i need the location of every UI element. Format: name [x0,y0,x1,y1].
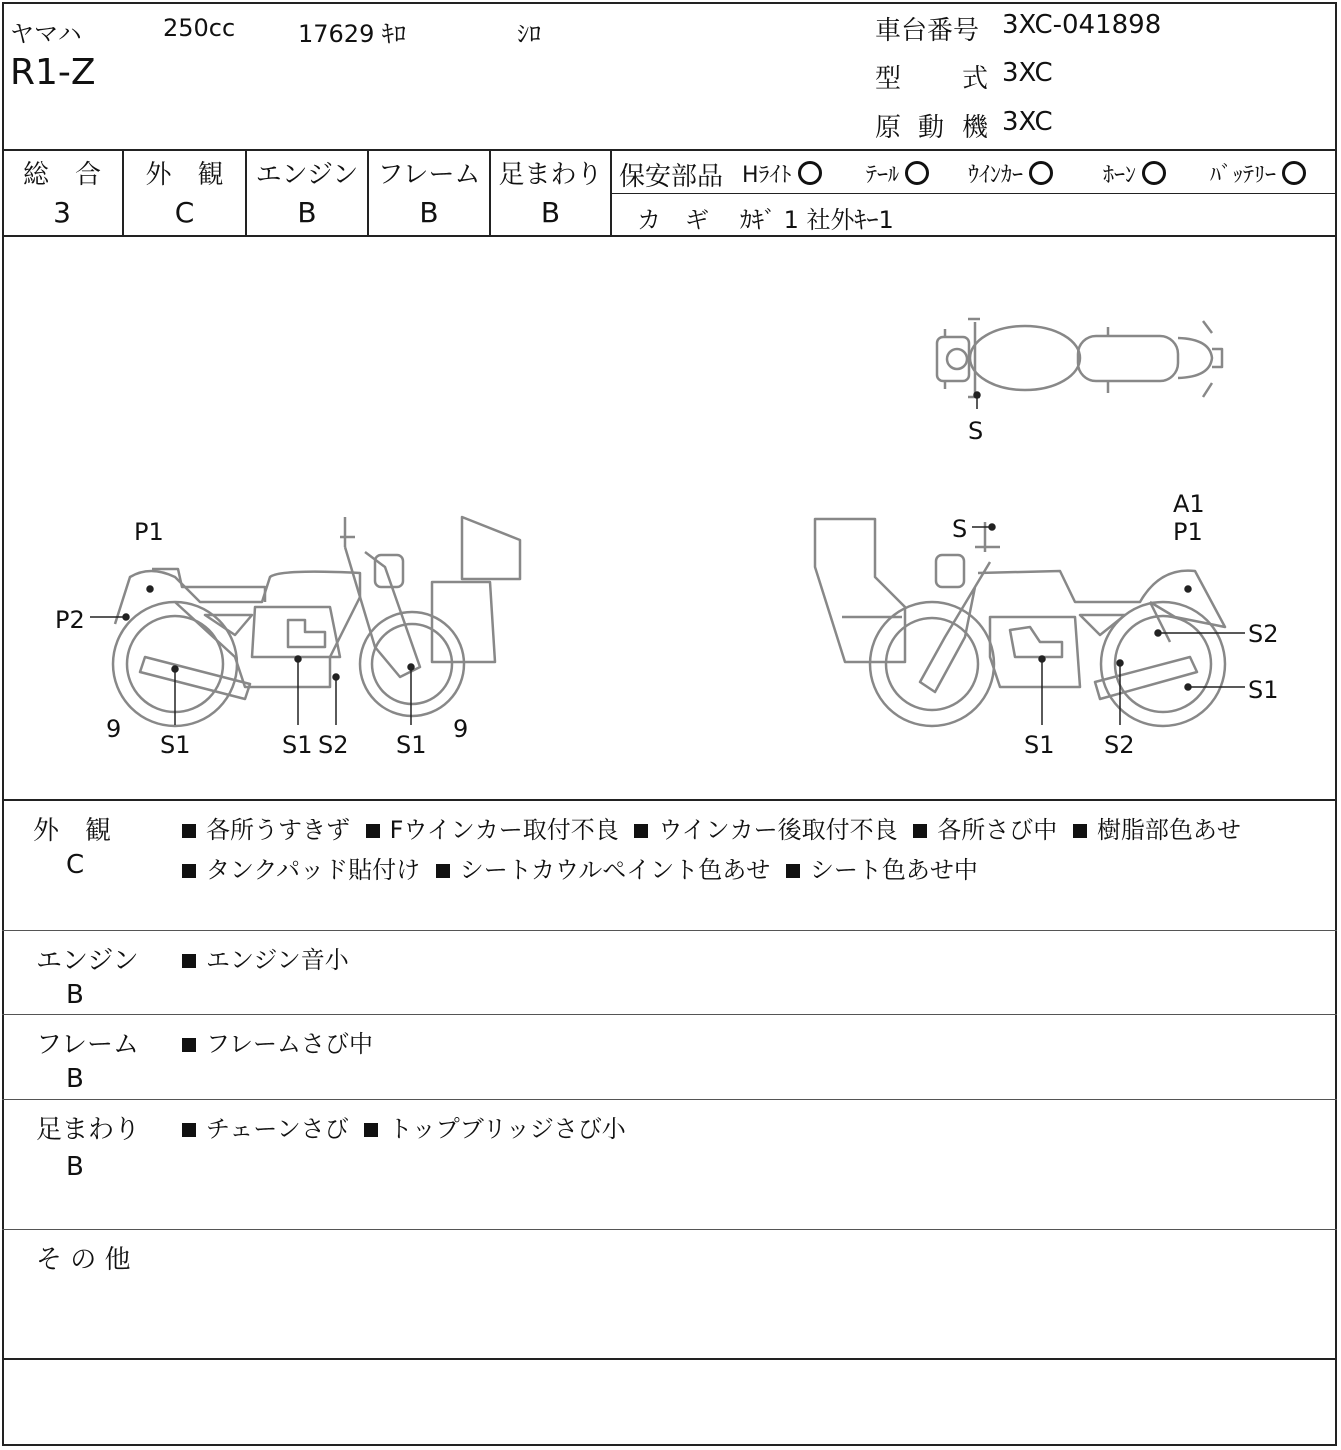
safety-taillight [866,158,929,189]
type-label-1: 型 [875,64,902,94]
detail-engine-title: エンジン [36,946,139,976]
bullet-square-icon [182,864,196,878]
right-side-bike-icon [815,519,1225,726]
grade-suspension-value: B [540,196,561,229]
safety-battery-label: ﾊﾞｯﾃﾘｰ [1210,163,1277,188]
detail-engine-line-1 [178,940,353,975]
safety-parts-label: 保安部品 [619,162,724,192]
details-top-border [2,799,1337,801]
detail-exterior-line-1 [178,810,1245,845]
ok-circle-icon [1282,161,1306,185]
safety-winker [968,158,1053,189]
grade-overall-value: 3 [53,196,71,229]
detail-exterior-grade: C [66,850,85,880]
safety-battery [1210,158,1306,189]
details-divider [2,930,1337,931]
label-s2-right-top: S2 [1248,620,1279,648]
bullet-square-icon [1073,824,1087,838]
ok-circle-icon [1029,161,1053,185]
label-s2-right-bottom: S2 [1104,731,1135,759]
detail-frame-title: フレーム [36,1030,139,1060]
grade-overall-label: 総 合 [22,160,101,190]
frame-number: 3XC-041898 [1002,10,1162,40]
label-s1-left-engine: S1 [282,731,313,759]
bullet-square-icon [182,1038,196,1052]
bullet-square-icon [182,824,196,838]
grade-frame-value: B [419,196,439,229]
defect-item: 樹脂部色あせ [1096,816,1241,844]
safety-headlight-label: Hﾗｲﾄ [742,163,792,188]
frame-number-label: 車台番号 [875,16,980,46]
safety-headlight [742,158,822,189]
bullet-square-icon [182,1123,196,1137]
bullet-square-icon [913,824,927,838]
bullet-square-icon [786,864,800,878]
defect-item: シートカウルペイント色あせ [459,856,771,884]
detail-exterior-line-2 [178,850,982,885]
ok-circle-icon [905,161,929,185]
grade-engine-label: エンジン [255,160,359,190]
label-9-left-rear: 9 [106,715,122,743]
grade-top-border [2,149,1337,151]
detail-exterior-title: 外 観 [33,816,112,846]
detail-suspension-title: 足まわり [36,1115,141,1145]
left-side-bike-icon [113,517,520,726]
defect-item: 各所さび中 [937,816,1058,844]
bullet-square-icon [366,824,380,838]
defect-item: Fウインカー取付不良 [389,816,619,844]
bullet-square-icon [182,954,196,968]
top-view-bike-icon [937,319,1222,397]
label-a1-right: A1 [1173,490,1205,518]
key-label: カ ギ [637,206,709,234]
defect-item: タンクパッド貼付け [206,856,421,884]
detail-frame-line-1 [178,1024,377,1059]
bullet-square-icon [436,864,450,878]
label-s2-left: S2 [318,731,349,759]
label-s1-right-engine: S1 [1024,731,1055,759]
detail-suspension-line-1 [178,1109,630,1144]
label-s1-left-rear: S1 [160,731,191,759]
bullet-square-icon [634,824,648,838]
engine-label-2: 動 [918,113,945,143]
label-s1-right: S1 [1248,676,1279,704]
label-9-left-front: 9 [453,715,469,743]
detail-engine-grade: B [66,980,84,1010]
grade-suspension-label: 足まわり [498,160,603,190]
mileage: 17629 ｷﾛ [298,20,406,48]
engine-label-1: 原 [875,113,902,143]
grade-engine-value: B [297,196,317,229]
label-s-top: S [968,417,984,445]
label-p1-left: P1 [134,518,164,546]
type-label-2: 式 [962,64,989,94]
details-bottom-border [2,1358,1337,1360]
bullet-square-icon [364,1123,378,1137]
defect-item: ウインカー後取付不良 [658,816,898,844]
details-divider [2,1099,1337,1100]
type-value: 3XC [1002,58,1053,88]
safety-divider [611,193,1337,194]
details-divider [2,1229,1337,1230]
detail-other-title: そ の 他 [36,1245,131,1275]
defect-item: フレームさび中 [206,1030,374,1058]
detail-suspension-grade: B [66,1152,84,1182]
grade-exterior-label: 外 観 [145,160,224,190]
defect-item: シート色あせ中 [809,856,978,884]
grade-exterior-value: C [174,196,195,229]
defect-item: チェーンさび [206,1115,349,1143]
defect-item: 各所うすきず [206,816,350,844]
safety-horn-label: ﾎｰﾝ [1103,163,1137,188]
ok-circle-icon [798,161,822,185]
detail-frame-grade: B [66,1064,84,1094]
defect-item: エンジン音小 [206,946,349,974]
safety-horn [1103,158,1166,189]
label-s-right: S [952,515,968,543]
engine-label-3: 機 [962,113,989,143]
damage-diagram [0,237,1341,800]
label-s1-left-front: S1 [396,731,427,759]
engine-value: 3XC [1002,107,1053,137]
safety-taillight-label: ﾃｰﾙ [866,163,900,188]
maker: ヤマハ [10,20,82,48]
details-divider [2,1014,1337,1015]
safety-winker-label: ｳｲﾝｶｰ [968,163,1024,188]
key-value: ｶｷﾞ 1 社外ｷｰ1 [740,206,894,234]
label-p2-left: P2 [55,606,85,634]
displacement: 250cc [163,14,236,42]
ok-circle-icon [1142,161,1166,185]
grade-frame-label: フレーム [377,160,481,190]
color: ｼﾛ [517,20,541,48]
model-name: R1-Z [10,52,96,93]
defect-item: トップブリッジさび小 [388,1115,626,1143]
label-p1-right: P1 [1173,518,1203,546]
